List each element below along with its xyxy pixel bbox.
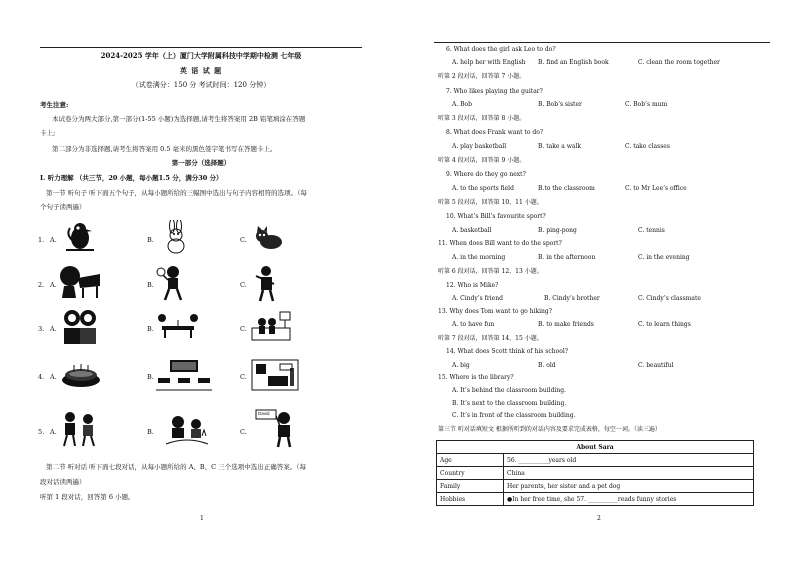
question-15-option-c: C. It’s in front of the classroom building. bbox=[452, 412, 576, 419]
basketball-court-icon bbox=[250, 310, 292, 342]
table-title: About Sara bbox=[437, 441, 754, 454]
page-number-1: 1 bbox=[200, 515, 204, 522]
question-5-number: 5. bbox=[38, 428, 45, 436]
question-8-option-c: C. take classes bbox=[625, 143, 670, 150]
question-8-option-b: B. take a walk bbox=[538, 143, 582, 150]
table-row bbox=[437, 493, 754, 506]
question-4-option-a: A. bbox=[50, 373, 57, 381]
question-11-option-a: A. in the morning bbox=[452, 254, 506, 261]
table-label-hobbies: Hobbies bbox=[437, 493, 504, 506]
notice-1b: 卡上; bbox=[40, 129, 56, 137]
cat-icon bbox=[254, 226, 284, 250]
question-14-option-c: C. beautiful bbox=[638, 362, 674, 369]
question-13-option-b: B. to make friends bbox=[538, 321, 594, 328]
dialog-4-note: 听第 4 段对话，回答第 9 小题。 bbox=[438, 157, 526, 164]
dialog-2-note: 听第 2 段对话，回答第 7 小题。 bbox=[438, 73, 526, 80]
question-14-option-a: A. big bbox=[452, 362, 470, 369]
section2-instructions-b: 段对话读两遍） bbox=[40, 478, 86, 486]
table-value-family: Her parents, her sister and a pet dog bbox=[504, 480, 754, 493]
question-4-option-b: B. bbox=[147, 373, 154, 381]
bird-icon bbox=[62, 222, 98, 254]
section-I-heading: I. 听力理解 （共三节，20 小题，每小题1.5 分，满分30 分） bbox=[40, 174, 223, 182]
table-row bbox=[437, 467, 754, 480]
notice-heading: 考生注意: bbox=[40, 101, 69, 109]
question-9-option-a: A. to the sports field bbox=[452, 185, 514, 192]
question-3-option-a: A. bbox=[50, 325, 57, 333]
exam-info: （试卷满分：150 分 考试时间：120 分钟） bbox=[131, 81, 271, 89]
dialog-1-note: 听第 1 段对话，回答第 6 小题。 bbox=[40, 493, 135, 501]
question-1-number: 1. bbox=[38, 236, 45, 244]
table-title-row bbox=[437, 441, 754, 454]
question-10-stem: 10. What’s Bill’s favourite sport? bbox=[446, 213, 546, 220]
question-9-stem: 9. Where do they go next? bbox=[446, 171, 526, 178]
question-7-stem: 7. Who likes playing the guitar? bbox=[446, 88, 543, 95]
question-4-number: 4. bbox=[38, 373, 45, 381]
table-label-country: Country bbox=[437, 467, 504, 480]
question-15-option-a: A. It’s behind the classroom building. bbox=[452, 387, 566, 394]
table-value-hobbies: ●In her free time, she 57. __________reads funny stories bbox=[504, 493, 754, 506]
question-11-stem: 11. When does Bill want to do the sport? bbox=[438, 240, 562, 247]
question-10-option-a: A. basketball bbox=[452, 227, 492, 234]
question-15-option-b: B. It’s next to the classroom building. bbox=[452, 400, 567, 407]
question-11-option-b: B. in the afternoon bbox=[538, 254, 596, 261]
dialog-5-note: 听第 5 段对话，回答第 10、11 小题。 bbox=[438, 199, 543, 206]
question-8-option-a: A. play basketball bbox=[452, 143, 507, 150]
piano-player-icon bbox=[58, 264, 102, 300]
dialog-7-note: 听第 7 段对话，回答第 14、15 小题。 bbox=[438, 335, 543, 342]
table-row bbox=[437, 454, 754, 467]
rabbit-icon bbox=[163, 220, 189, 254]
table-tennis-icon bbox=[156, 312, 200, 340]
sign-text: David bbox=[258, 411, 270, 416]
gardening-icon bbox=[164, 412, 210, 446]
question-7-option-a: A. Bob bbox=[452, 101, 473, 108]
question-2-number: 2. bbox=[38, 281, 45, 289]
question-5-option-a: A. bbox=[50, 428, 57, 436]
page-number-2: 2 bbox=[597, 515, 601, 522]
section3-instructions: 第三节 听对话填短文 根据所听到的对话内容及要求完成表格，每空一词。（读三遍） bbox=[438, 426, 661, 433]
question-7-option-c: C. Bob’s mum bbox=[625, 101, 668, 108]
question-15-stem: 15. Where is the library? bbox=[438, 374, 514, 381]
question-11-option-c: C. in the evening bbox=[638, 254, 690, 261]
question-3-option-b: B. bbox=[147, 325, 154, 333]
question-6-option-b: B. find an English book bbox=[538, 59, 609, 66]
exam-subtitle: 英 语 试 题 bbox=[179, 66, 223, 75]
dialog-3-note: 听第 3 段对话，回答第 8 小题。 bbox=[438, 115, 526, 122]
question-10-option-b: B. ping-pong bbox=[538, 227, 577, 234]
question-2-option-b: B. bbox=[147, 281, 154, 289]
violin-player-icon bbox=[250, 264, 280, 302]
children-group-icon bbox=[60, 308, 100, 346]
question-7-option-b: B. Bob’s sister bbox=[538, 101, 582, 108]
section1-instructions-b: 个句子读两遍） bbox=[40, 203, 86, 211]
notice-1: 本试卷分为两大部分,第一部分(1-55 小题)为选择题,请考生将答案用 2B 铅笔填涂在答题 bbox=[52, 115, 306, 123]
question-12-option-b: B. Cindy’s brother bbox=[544, 295, 600, 302]
table-label-age: Age bbox=[437, 454, 504, 467]
question-5-option-b: B. bbox=[147, 428, 154, 436]
dialog-6-note: 听第 6 段对话，回答第 12、13 小题。 bbox=[438, 268, 543, 275]
top-rule bbox=[40, 47, 362, 48]
question-8-stem: 8. What does Frank want to do? bbox=[446, 129, 544, 136]
question-3-option-c: C. bbox=[240, 325, 247, 333]
part1-heading: 第一部分（选择题） bbox=[171, 159, 231, 167]
question-10-option-c: C. tennis bbox=[638, 227, 665, 234]
question-1-option-a: A. bbox=[50, 236, 57, 244]
exam-page-2 bbox=[397, 0, 794, 561]
notice-2: 第二部分为非选择题,请考生将答案用 0.5 毫米的黑色签字笔书写在答题卡上。 bbox=[52, 145, 277, 153]
question-6-option-c: C. clean the room together bbox=[638, 59, 720, 66]
table-value-age: 56. __________years old bbox=[504, 454, 754, 467]
question-1-option-b: B. bbox=[147, 236, 154, 244]
question-12-option-a: A. Cindy’s friend bbox=[452, 295, 503, 302]
question-3-number: 3. bbox=[38, 325, 45, 333]
table-value-country: China bbox=[504, 467, 754, 480]
table-label-family: Family bbox=[437, 480, 504, 493]
about-sara-table bbox=[436, 440, 754, 506]
question-13-stem: 13. Why does Tom want to go hiking? bbox=[438, 308, 552, 315]
table-row bbox=[437, 480, 754, 493]
question-13-option-c: C. to learn things bbox=[638, 321, 691, 328]
question-14-stem: 14. What does Scott think of his school? bbox=[446, 348, 568, 355]
question-1-option-c: C. bbox=[240, 236, 247, 244]
living-room-icon bbox=[250, 358, 300, 392]
question-5-option-c: C. bbox=[240, 428, 247, 436]
section2-instructions: 第二节 听对话 听下面七段对话，从每小题所给的 A、B、C 三个选项中选出正确答案。（每 bbox=[46, 463, 306, 471]
question-2-option-a: A. bbox=[50, 281, 57, 289]
tennis-player-icon bbox=[155, 264, 187, 302]
question-6-option-a: A. help her with English bbox=[452, 59, 526, 66]
section1-instructions: 第一节 听句子 听下面五个句子，从每小题所给的三幅图中选出与句子内容相符的选项。（每 bbox=[46, 189, 307, 197]
question-13-option-a: A. to have fun bbox=[452, 321, 495, 328]
kids-playing-icon bbox=[60, 410, 100, 448]
question-9-option-b: B.to the classroom bbox=[538, 185, 595, 192]
question-12-stem: 12. Who is Mike? bbox=[446, 282, 499, 289]
question-2-option-c: C. bbox=[240, 281, 247, 289]
question-4-option-c: C. bbox=[240, 373, 247, 381]
birthday-cake-icon bbox=[60, 362, 102, 388]
question-12-option-c: C. Cindy’s classmate bbox=[638, 295, 701, 302]
top-rule-right bbox=[434, 42, 770, 43]
exam-title: 2024-2025 学年（上）厦门大学附属科技中学期中检测 七年级 bbox=[100, 51, 302, 60]
question-9-option-c: C. to Mr Lee’s office bbox=[625, 185, 687, 192]
classroom-icon bbox=[156, 358, 212, 392]
question-14-option-b: B. old bbox=[538, 362, 556, 369]
question-6-stem: 6. What does the girl ask Leo to do? bbox=[446, 46, 556, 53]
